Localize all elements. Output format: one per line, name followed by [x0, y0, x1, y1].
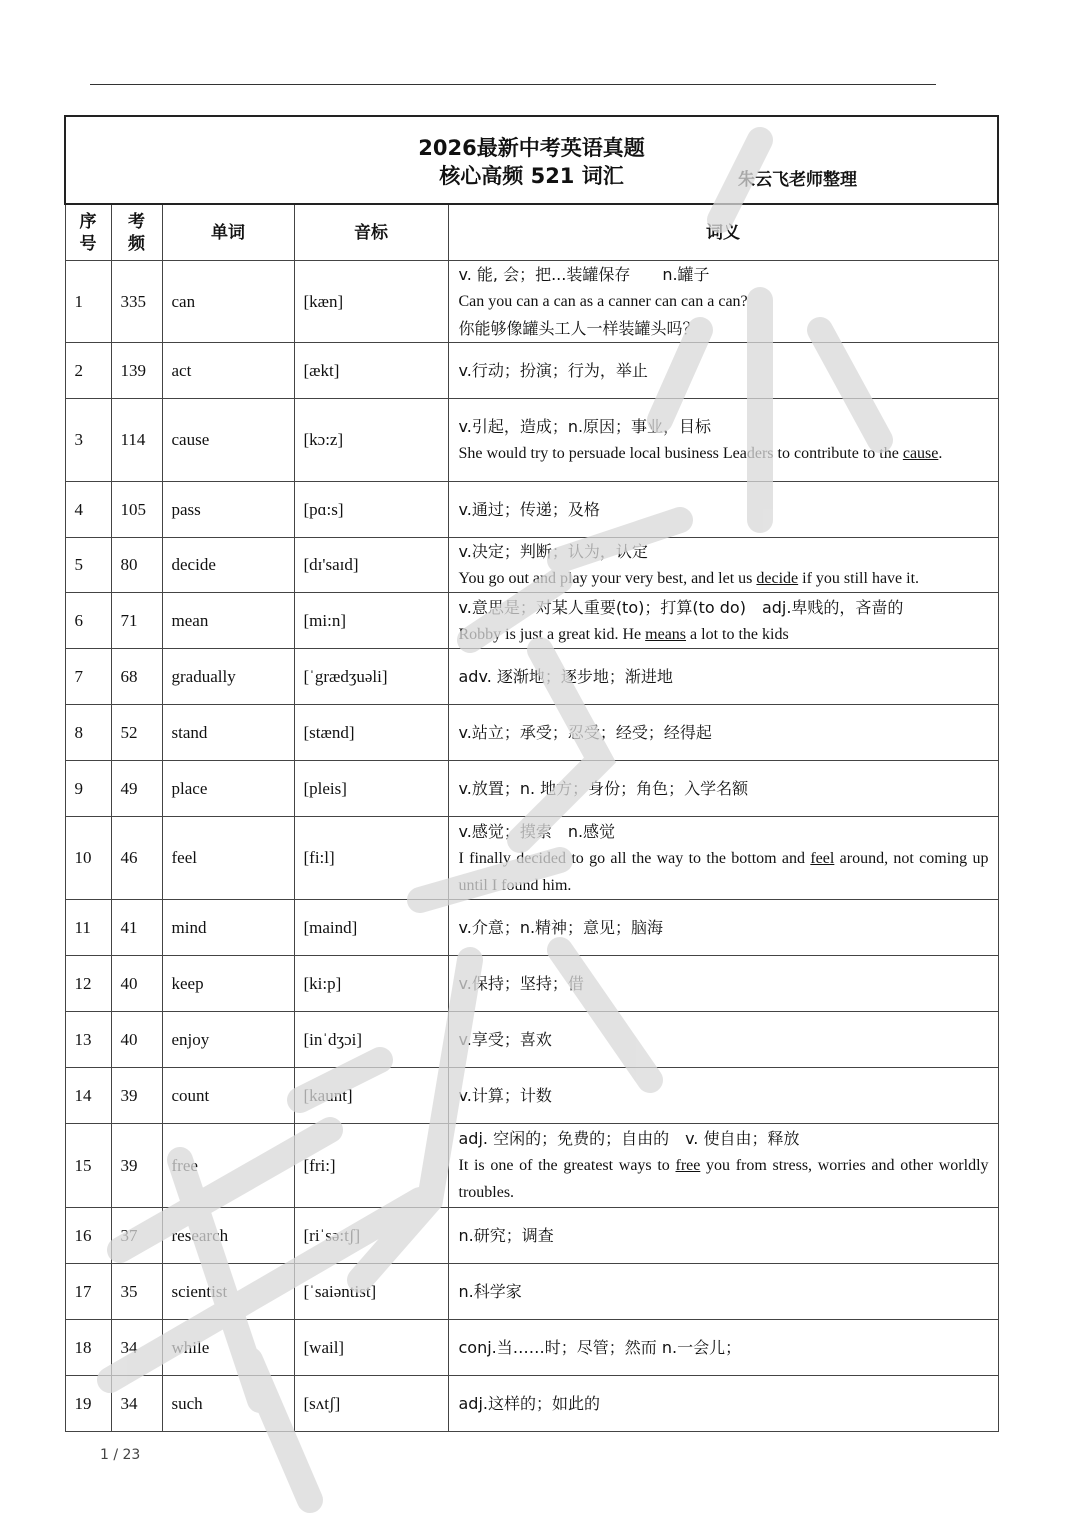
row-phonetic: [pɑ:s]	[294, 482, 448, 538]
table-row	[65, 343, 998, 399]
col-frequency: 考 频	[111, 204, 162, 261]
row-word: count	[162, 1068, 294, 1124]
example-sentence	[459, 440, 989, 467]
col-meaning: 词义	[448, 204, 998, 261]
table-row	[65, 705, 998, 761]
row-meaning	[448, 1068, 998, 1124]
row-frequency: 71	[111, 593, 162, 649]
row-index: 9	[65, 761, 111, 817]
row-meaning	[448, 1124, 998, 1208]
row-frequency: 41	[111, 900, 162, 956]
table-row	[65, 761, 998, 817]
row-phonetic: [ˈgrædʒuəli]	[294, 649, 448, 705]
row-word: mean	[162, 593, 294, 649]
row-word: feel	[162, 817, 294, 900]
row-frequency: 35	[111, 1264, 162, 1320]
row-phonetic: [kæn]	[294, 261, 448, 343]
row-meaning	[448, 761, 998, 817]
row-meaning	[448, 482, 998, 538]
row-meaning	[448, 1208, 998, 1264]
row-index: 15	[65, 1124, 111, 1208]
example-text: She would try to persuade local business Leaders to contribute to the	[458, 445, 903, 462]
example-text-end: around, not coming up until I found him.	[458, 849, 989, 894]
meaning-text: v.介意；n.精神；意见；脑海	[458, 918, 664, 937]
example-keyword: free	[675, 1157, 701, 1174]
row-frequency: 114	[111, 399, 162, 482]
row-frequency: 40	[111, 1012, 162, 1068]
title-row	[65, 116, 998, 204]
meaning-text: adj. 空闲的；免费的；自由的 v. 使自由；释放	[458, 1129, 800, 1148]
row-index: 3	[65, 399, 111, 482]
row-index: 2	[65, 343, 111, 399]
meaning-text: v.引起，造成；n.原因；事业，目标	[458, 417, 712, 436]
row-phonetic: [ækt]	[294, 343, 448, 399]
row-index: 10	[65, 817, 111, 900]
example-sentence	[459, 1152, 989, 1206]
row-meaning	[448, 1012, 998, 1068]
example-text-end: a lot to the kids	[686, 625, 789, 643]
row-meaning	[448, 705, 998, 761]
meaning-text: n.研究；调查	[458, 1226, 554, 1245]
row-phonetic: [dɪ'saɪd]	[294, 538, 448, 593]
example-sentence	[459, 288, 989, 315]
table-row	[65, 1376, 998, 1432]
example-sentence	[459, 621, 989, 648]
table-row	[65, 900, 998, 956]
table-row	[65, 1320, 998, 1376]
row-phonetic: [kaunt]	[294, 1068, 448, 1124]
row-word: such	[162, 1376, 294, 1432]
row-frequency: 335	[111, 261, 162, 343]
row-phonetic: [inˈdʒɔi]	[294, 1012, 448, 1068]
table-row	[65, 593, 998, 649]
row-meaning	[448, 900, 998, 956]
example-text-end: .	[938, 445, 943, 462]
document-title: 2026最新中考英语真题	[418, 136, 645, 160]
row-word: mind	[162, 900, 294, 956]
row-index: 8	[65, 705, 111, 761]
col-index: 序 号	[65, 204, 111, 261]
row-index: 18	[65, 1320, 111, 1376]
example-keyword: cause	[902, 445, 939, 462]
row-index: 5	[65, 538, 111, 593]
meaning-text: v.感觉；摸索 n.感觉	[458, 821, 616, 841]
table-row	[65, 538, 998, 593]
row-word: act	[162, 343, 294, 399]
example-keyword: decide	[756, 570, 799, 587]
document-subtitle	[66, 162, 997, 190]
col-word: 单词	[162, 204, 294, 261]
meaning-text: n.科学家	[458, 1282, 522, 1301]
row-phonetic: [wail]	[294, 1320, 448, 1376]
example-text: Robby is just a great kid. He	[458, 625, 646, 643]
row-word: can	[162, 261, 294, 343]
vocabulary-table	[64, 115, 999, 1432]
table-row	[65, 399, 998, 482]
row-meaning	[448, 343, 998, 399]
example-keyword: feel	[810, 849, 835, 867]
row-frequency: 39	[111, 1124, 162, 1208]
row-meaning	[448, 817, 998, 900]
row-index: 17	[65, 1264, 111, 1320]
row-phonetic: [ki:p]	[294, 956, 448, 1012]
row-frequency: 68	[111, 649, 162, 705]
row-index: 1	[65, 261, 111, 343]
row-meaning	[448, 538, 998, 593]
table-row	[65, 1068, 998, 1124]
row-frequency: 139	[111, 343, 162, 399]
row-phonetic: [fi:l]	[294, 817, 448, 900]
example-sentence	[459, 565, 989, 592]
col-phonetic: 音标	[294, 204, 448, 261]
row-frequency: 49	[111, 761, 162, 817]
row-meaning	[448, 649, 998, 705]
table-row	[65, 956, 998, 1012]
row-frequency: 40	[111, 956, 162, 1012]
meaning-text: v.意思是；对某人重要(to)；打算(to do) adj.卑贱的，吝啬的	[458, 597, 904, 617]
meaning-text: v.站立；承受；忍受；经受；经得起	[458, 723, 712, 742]
row-phonetic: [sʌtʃ]	[294, 1376, 448, 1432]
row-index: 7	[65, 649, 111, 705]
subtitle-text: 核心高频 521 词汇	[439, 164, 624, 188]
row-index: 13	[65, 1012, 111, 1068]
row-meaning	[448, 1376, 998, 1432]
row-word: cause	[162, 399, 294, 482]
row-meaning	[448, 956, 998, 1012]
table-row	[65, 1124, 998, 1208]
table-row	[65, 1012, 998, 1068]
column-header-row	[65, 204, 998, 261]
table-row	[65, 482, 998, 538]
example-text: You go out and play your very best, and let us	[458, 570, 757, 587]
meaning-text: v.享受；喜欢	[458, 1030, 552, 1049]
row-phonetic: [fri:]	[294, 1124, 448, 1208]
table-row	[65, 817, 998, 900]
row-phonetic: [mi:n]	[294, 593, 448, 649]
row-phonetic: [kɔ:z]	[294, 399, 448, 482]
example-translation: 你能够像罐头工人一样装罐头吗？	[458, 319, 699, 338]
table-row	[65, 1264, 998, 1320]
row-meaning	[448, 261, 998, 343]
row-word: free	[162, 1124, 294, 1208]
row-word: while	[162, 1320, 294, 1376]
row-frequency: 39	[111, 1068, 162, 1124]
meaning-text: v. 能, 会；把...装罐保存 n.罐子	[458, 265, 710, 284]
row-phonetic: [stænd]	[294, 705, 448, 761]
row-word: pass	[162, 482, 294, 538]
row-index: 19	[65, 1376, 111, 1432]
meaning-text: adj.这样的；如此的	[458, 1394, 600, 1413]
row-word: enjoy	[162, 1012, 294, 1068]
table-row	[65, 649, 998, 705]
row-index: 6	[65, 593, 111, 649]
meaning-text: v.放置；n. 地方；身份；角色；入学名额	[458, 779, 749, 798]
row-meaning	[448, 399, 998, 482]
row-index: 16	[65, 1208, 111, 1264]
example-text-end: if you still have it.	[798, 570, 920, 587]
example-sentence	[459, 845, 989, 899]
row-word: research	[162, 1208, 294, 1264]
row-word: keep	[162, 956, 294, 1012]
row-frequency: 52	[111, 705, 162, 761]
row-word: stand	[162, 705, 294, 761]
row-word: scientist	[162, 1264, 294, 1320]
row-frequency: 80	[111, 538, 162, 593]
meaning-text: v.决定；判断；认为，认定	[458, 542, 648, 561]
row-phonetic: [maind]	[294, 900, 448, 956]
page-indicator: 1 / 23	[100, 1447, 141, 1463]
row-frequency: 34	[111, 1376, 162, 1432]
meaning-text: v.保持；坚持；借	[458, 974, 584, 993]
row-meaning	[448, 1320, 998, 1376]
row-meaning	[448, 1264, 998, 1320]
row-phonetic: [ˈsaiəntist]	[294, 1264, 448, 1320]
row-frequency: 34	[111, 1320, 162, 1376]
meaning-text: adv. 逐渐地；逐步地；渐进地	[458, 667, 673, 686]
example-text: I finally decided to go all the way to the bottom and	[458, 849, 811, 867]
row-frequency: 46	[111, 817, 162, 900]
row-word: gradually	[162, 649, 294, 705]
title-cell	[65, 116, 998, 204]
row-frequency: 105	[111, 482, 162, 538]
meaning-text: conj.当……时；尽管；然而 n.一会儿；	[458, 1338, 742, 1357]
row-phonetic: [pleis]	[294, 761, 448, 817]
example-keyword: means	[645, 625, 687, 643]
row-meaning	[448, 593, 998, 649]
meaning-text: v.行动；扮演；行为，举止	[458, 361, 648, 380]
row-word: place	[162, 761, 294, 817]
row-phonetic: [riˈsə:tʃ]	[294, 1208, 448, 1264]
example-text: Can you can a can as a canner can can a can?	[458, 293, 748, 310]
header-rule	[90, 84, 936, 85]
row-index: 4	[65, 482, 111, 538]
row-index: 11	[65, 900, 111, 956]
row-frequency: 37	[111, 1208, 162, 1264]
example-text-end: you from stress, worries and other worldly troubles.	[458, 1157, 989, 1201]
row-word: decide	[162, 538, 294, 593]
author-credit: 朱云飞老师整理	[738, 170, 857, 190]
meaning-text: v.通过；传递；及格	[458, 500, 600, 519]
example-text: It is one of the greatest ways to	[458, 1157, 676, 1174]
table-row	[65, 261, 998, 343]
row-index: 12	[65, 956, 111, 1012]
table-row	[65, 1208, 998, 1264]
meaning-text: v.计算；计数	[458, 1086, 552, 1105]
row-index: 14	[65, 1068, 111, 1124]
